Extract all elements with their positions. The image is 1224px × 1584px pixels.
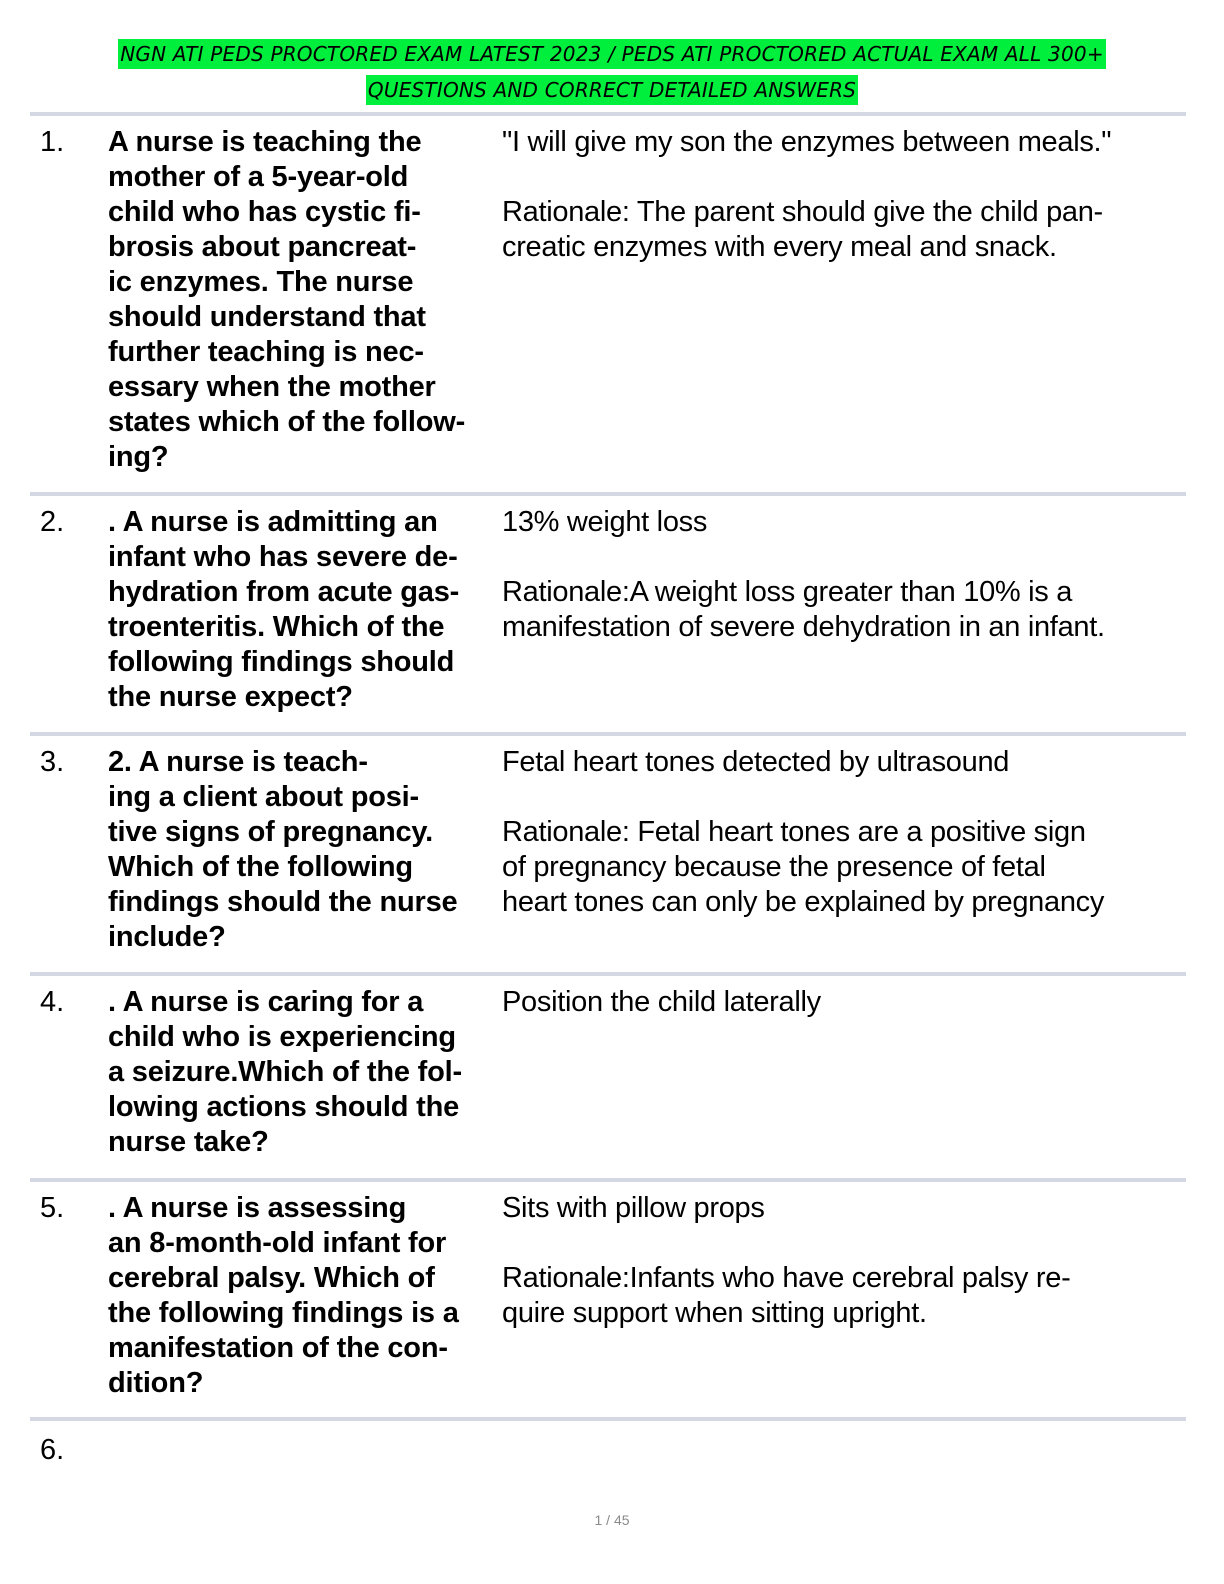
answer-text [502, 505, 1182, 645]
page-number: 1 / 45 [594, 1512, 630, 1528]
rationale-line: Rationale:Infants who have cerebral palsy re- [502, 1262, 1071, 1294]
question-line: findings should the nurse [108, 886, 458, 918]
divider [30, 732, 1186, 736]
header-title-line-1: NGN ATI PEDS PROCTORED EXAM LATEST 2023 / PEDS ATI PROCTORED ACTUAL EXAM ALL 300+ [118, 39, 1106, 69]
question-line: should understand that [108, 301, 426, 333]
question-line: an 8-month-old infant for [108, 1227, 447, 1259]
rationale-line: Rationale:A weight loss greater than 10% is a [502, 576, 1073, 608]
document-header [0, 36, 1224, 108]
question-text [108, 1191, 498, 1401]
question-line: troenteritis. Which of the [108, 611, 445, 643]
divider [30, 972, 1186, 976]
question-line: the nurse expect? [108, 681, 353, 713]
rationale-line: Rationale: Fetal heart tones are a positive sign [502, 816, 1086, 848]
question-line: brosis about pancreat- [108, 231, 417, 263]
answer-text [502, 1191, 1182, 1331]
question-line: infant who has severe de- [108, 541, 458, 573]
question-text [108, 985, 498, 1160]
answer-line: Position the child laterally [502, 986, 821, 1018]
question-text [108, 125, 498, 475]
header-title-line-2: QUESTIONS AND CORRECT DETAILED ANSWERS [366, 75, 858, 105]
question-line: manifestation of the con- [108, 1332, 448, 1364]
answer-line: Fetal heart tones detected by ultrasound [502, 746, 1010, 778]
question-text [108, 745, 498, 955]
question-line: include? [108, 921, 226, 953]
divider [30, 492, 1186, 496]
divider [30, 112, 1186, 116]
item-number: 3. [40, 746, 65, 778]
item-number: 6. [40, 1434, 65, 1466]
question-line: ic enzymes. The nurse [108, 266, 414, 298]
question-line: child who has cystic fi- [108, 196, 421, 228]
rationale-line: manifestation of severe dehydration in an infant. [502, 611, 1105, 643]
question-line: hydration from acute gas- [108, 576, 460, 608]
question-line: essary when the mother [108, 371, 436, 403]
question-line: following findings should [108, 646, 455, 678]
rationale-line: quire support when sitting upright. [502, 1297, 927, 1329]
question-line: . A nurse is admitting an [108, 506, 438, 538]
question-line: the following findings is a [108, 1297, 459, 1329]
answer-line: Sits with pillow props [502, 1192, 765, 1224]
answer-text [502, 985, 1182, 1020]
question-line: a seizure.Which of the fol- [108, 1056, 462, 1088]
item-number: 1. [40, 126, 65, 158]
spacer [502, 780, 1182, 815]
divider [30, 1178, 1186, 1182]
question-line: cerebral palsy. Which of [108, 1262, 435, 1294]
rationale-line: creatic enzymes with every meal and snack. [502, 231, 1057, 263]
item-number: 4. [40, 986, 65, 1018]
question-line: . A nurse is caring for a [108, 986, 424, 1018]
question-line: Which of the following [108, 851, 413, 883]
question-text [108, 505, 498, 715]
spacer [502, 540, 1182, 575]
answer-line: 13% weight loss [502, 506, 708, 538]
question-line: dition? [108, 1367, 204, 1399]
question-line: mother of a 5-year-old [108, 161, 409, 193]
question-line: ing a client about posi- [108, 781, 419, 813]
question-line: further teaching is nec- [108, 336, 424, 368]
answer-line: "I will give my son the enzymes between meals." [502, 126, 1112, 158]
item-number: 5. [40, 1192, 65, 1224]
divider [30, 1417, 1186, 1421]
answer-text [502, 125, 1182, 265]
spacer [502, 160, 1182, 195]
rationale-line: heart tones can only be explained by pregnancy [502, 886, 1105, 918]
question-line: . A nurse is assessing [108, 1192, 407, 1224]
answer-text [502, 745, 1182, 920]
question-line: 2. A nurse is teach- [108, 746, 368, 778]
rationale-line: of pregnancy because the presence of fetal [502, 851, 1046, 883]
question-line: lowing actions should the [108, 1091, 460, 1123]
question-line: nurse take? [108, 1126, 269, 1158]
question-line: child who is experiencing [108, 1021, 456, 1053]
rationale-line: Rationale: The parent should give the child pan- [502, 196, 1103, 228]
question-line: states which of the follow- [108, 406, 466, 438]
question-line: A nurse is teaching the [108, 126, 422, 158]
spacer [502, 1226, 1182, 1261]
question-line: ing? [108, 441, 169, 473]
question-line: tive signs of pregnancy. [108, 816, 434, 848]
item-number: 2. [40, 506, 65, 538]
